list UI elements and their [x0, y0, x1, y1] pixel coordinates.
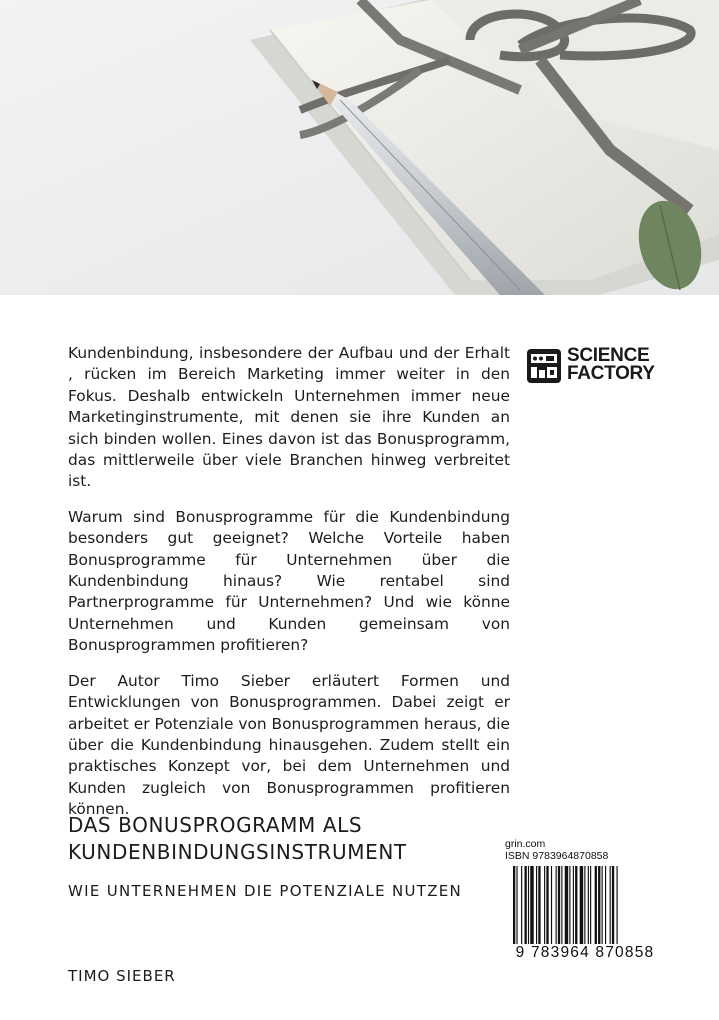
isbn-barcode-block — [505, 838, 665, 988]
blurb-paragraph-1: Kundenbindung, insbesondere der Aufbau und der Erhalt , rücken im Bereich Marketing immer weiter in den Fokus. Deshalb entwickeln Unternehmen immer neue Marketinginstrumente, mit denen sie ihre Kunden an sich binden wollen. Eines davon ist das Bonusprogramm, das mittlerweile über viele Branchen hinweg verbreitet ist. — [68, 344, 510, 491]
cover-photo — [0, 0, 719, 295]
publisher-logo — [527, 345, 657, 387]
publisher-name-line2: FACTORY — [567, 363, 655, 384]
publisher-website: grin.com — [505, 838, 546, 850]
book-title-line2: KUNDENBINDUNGSINSTRUMENT — [68, 840, 407, 864]
book-author: TIMO SIEBER — [68, 967, 176, 985]
publisher-name-line1: SCIENCE — [567, 345, 650, 366]
blurb-paragraph-3: Der Autor Timo Sieber erläutert Formen und Entwicklungen von Bonusprogrammen. Dabei zeigt er arbeitet er Potenziale von Bonusprogrammen heraus, die über die Kundenbindung hinausgehen. Zudem stellt ein praktisches Konzept vor, bei dem Unternehmen und Kunden zugleich von Bonusprogrammen profitieren können. — [68, 671, 510, 819]
science-factory-logo-icon — [527, 349, 561, 383]
book-title — [68, 812, 488, 866]
book-subtitle: WIE UNTERNEHMEN DIE POTENZIALE NUTZEN — [68, 882, 463, 900]
back-cover-blurb — [68, 343, 510, 835]
book-title-line1: DAS BONUSPROGRAMM ALS — [68, 813, 363, 837]
barcode-digits: 9 783964 870858 — [505, 944, 665, 962]
blurb-paragraph-2: Warum sind Bonusprogramme für die Kundenbindung besonders gut geeignet? Welche Vorteile haben Bonusprogramme für Unternehmen über die Kundenbindung hinaus? Wie rentabel sind Partnerprogramme für Unternehmen? Und wie könne Unternehmen und Kunden gemeinsam von Bonusprogrammen profitieren? — [68, 507, 510, 655]
isbn-label: ISBN 9783964870858 — [505, 850, 609, 862]
